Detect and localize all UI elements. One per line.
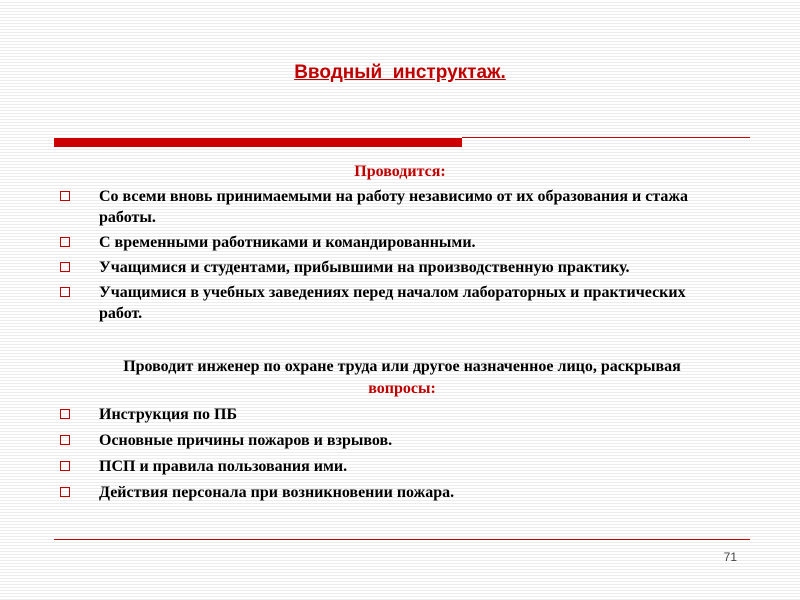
hollow-square-icon <box>60 262 70 272</box>
list-item-text: ПСП и правила пользования ими. <box>99 458 348 475</box>
hollow-square-icon <box>60 461 70 471</box>
title-divider <box>54 137 750 148</box>
hollow-square-icon <box>60 237 70 247</box>
list-item-text: С временными работниками и командированными. <box>99 234 476 251</box>
list-item <box>0 482 800 503</box>
list-item-text: Действия персонала при возникновении пожара. <box>99 484 455 501</box>
list-item-text: Основные причины пожаров и взрывов. <box>99 432 393 449</box>
section-heading: Проводится: <box>354 163 446 180</box>
list-item <box>0 456 800 477</box>
title-divider-thin <box>462 137 750 138</box>
title-divider-thick <box>54 138 462 147</box>
hollow-square-icon <box>60 435 70 445</box>
slide-title: Вводный инструктаж. <box>294 62 506 83</box>
section-2-list <box>0 404 800 503</box>
list-item-text: Учащимися и студентами, прибывшими на производственную практику. <box>99 259 630 276</box>
section-2-intro-text: Проводит инженер по охране труда или другое назначенное лицо, раскрывая <box>123 358 681 375</box>
page-number: 71 <box>723 550 737 564</box>
list-item <box>0 186 800 228</box>
hollow-square-icon <box>60 487 70 497</box>
list-item-text: Со всеми вновь принимаемыми на работу независимо от их образования и стажа работы. <box>99 188 689 226</box>
hollow-square-icon <box>60 409 70 419</box>
section-2-intro-accent: вопросы: <box>368 380 436 397</box>
list-item <box>0 232 800 253</box>
list-item-text: Инструкция по ПБ <box>99 406 238 423</box>
list-item <box>0 257 800 278</box>
list-item-text: Учащимися в учебных заведениях перед началом лабораторных и практических работ. <box>99 284 686 322</box>
hollow-square-icon <box>60 287 70 297</box>
list-item <box>0 404 800 425</box>
section-2-intro <box>80 356 724 400</box>
hollow-square-icon <box>60 191 70 201</box>
footer-divider <box>54 539 750 540</box>
section-1-list <box>0 186 800 324</box>
list-item <box>0 430 800 451</box>
list-item <box>0 282 800 324</box>
